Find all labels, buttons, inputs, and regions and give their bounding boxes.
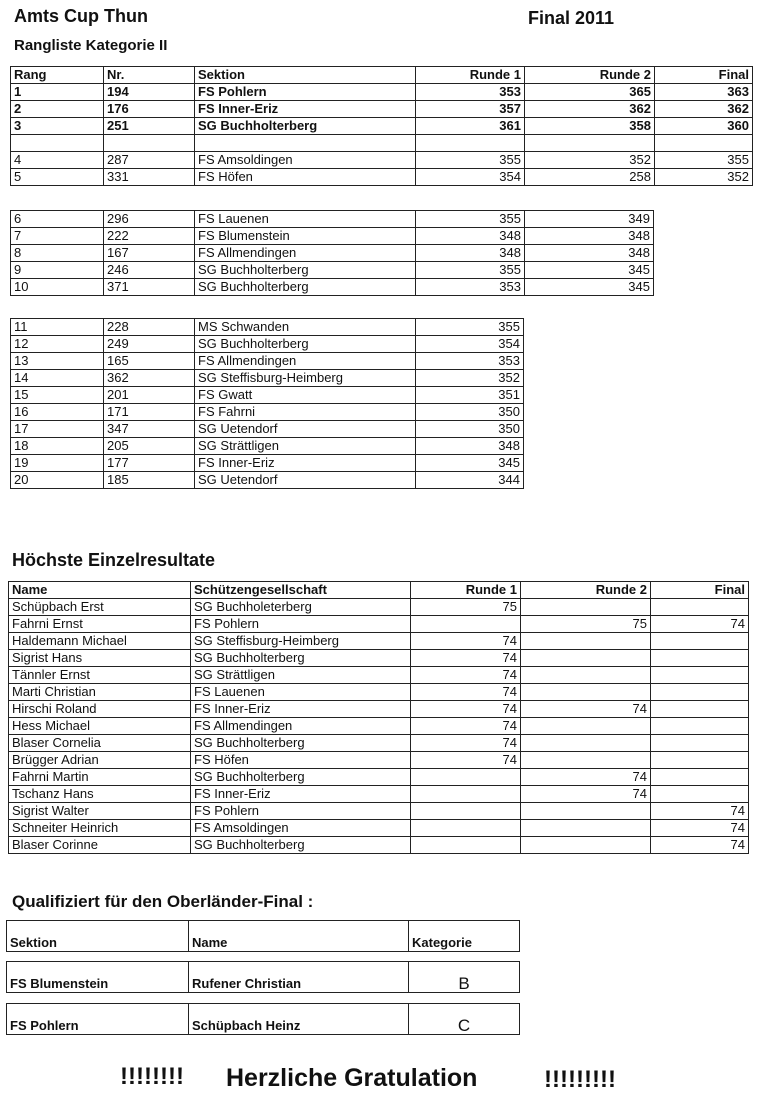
- ranking-table-top: [10, 66, 753, 186]
- nr-cell: 194: [104, 84, 195, 101]
- club-cell: SG Buchholterberg: [191, 650, 411, 667]
- r1-cell: 74: [411, 718, 521, 735]
- sektion-cell: FS Höfen: [195, 169, 416, 186]
- rank-cell: 11: [11, 319, 104, 336]
- final-cell: [651, 684, 749, 701]
- r1-cell: 357: [416, 101, 525, 118]
- final-cell: [651, 769, 749, 786]
- r2-cell: [521, 599, 651, 616]
- rank-cell: 8: [11, 245, 104, 262]
- col-rang: Rang: [11, 67, 104, 84]
- final-cell: [651, 735, 749, 752]
- qualified-header-row: [7, 921, 520, 952]
- r2-cell: [521, 803, 651, 820]
- rank-cell: 4: [11, 152, 104, 169]
- r1-cell: 75: [411, 599, 521, 616]
- table-row: [11, 319, 524, 336]
- nr-cell: 228: [104, 319, 195, 336]
- footer-marks-left: !!!!!!!!: [120, 1063, 184, 1090]
- club-cell: FS Pohlern: [191, 803, 411, 820]
- event-title: Final 2011: [528, 8, 615, 28]
- r1-cell: 74: [411, 684, 521, 701]
- name-cell: Blaser Corinne: [9, 837, 191, 854]
- table-row: [9, 735, 749, 752]
- rank-cell: 17: [11, 421, 104, 438]
- col-runde2: Runde 2: [521, 582, 651, 599]
- name-cell: Sigrist Hans: [9, 650, 191, 667]
- r1-cell: 348: [416, 438, 524, 455]
- table-row: [9, 786, 749, 803]
- rank-cell: 3: [11, 118, 104, 135]
- name-cell: Brügger Adrian: [9, 752, 191, 769]
- individual-table: [8, 581, 749, 854]
- rank-cell: 16: [11, 404, 104, 421]
- col-club: Schützengesellschaft: [191, 582, 411, 599]
- final-cell: 363: [655, 84, 753, 101]
- table-row: [9, 633, 749, 650]
- name-cell: Schüpbach Erst: [9, 599, 191, 616]
- name-cell: Tännler Ernst: [9, 667, 191, 684]
- table-row: [9, 837, 749, 854]
- col-sektion: Sektion: [195, 67, 416, 84]
- club-cell: FS Inner-Eriz: [191, 701, 411, 718]
- club-cell: FS Inner-Eriz: [191, 786, 411, 803]
- r2-cell: 362: [525, 101, 655, 118]
- table-row: [11, 118, 753, 135]
- sektion-cell: SG Strättligen: [195, 438, 416, 455]
- nr-cell: 171: [104, 404, 195, 421]
- nr-cell: 177: [104, 455, 195, 472]
- individual-header-row: [9, 582, 749, 599]
- club-cell: SG Buchholeterberg: [191, 599, 411, 616]
- sektion-cell: SG Buchholterberg: [195, 279, 416, 296]
- individual-title: Höchste Einzelresultate: [12, 550, 216, 570]
- final-cell: 360: [655, 118, 753, 135]
- r1-cell: 353: [416, 279, 525, 296]
- ranking-table-11-20: [10, 318, 524, 489]
- sektion-cell: FS Lauenen: [195, 211, 416, 228]
- sektion-cell: FS Fahrni: [195, 404, 416, 421]
- r1-cell: 74: [411, 650, 521, 667]
- name-cell: Schneiter Heinrich: [9, 820, 191, 837]
- final-cell: 74: [651, 837, 749, 854]
- table-row: [11, 353, 524, 370]
- table-row: [11, 84, 753, 101]
- table-row: [11, 438, 524, 455]
- ranking-table-6-10: [10, 210, 654, 296]
- r1-cell: [411, 769, 521, 786]
- r1-cell: [411, 786, 521, 803]
- nr-cell: 287: [104, 152, 195, 169]
- sektion-cell: FS Allmendingen: [195, 353, 416, 370]
- final-cell: [651, 701, 749, 718]
- final-cell: [651, 599, 749, 616]
- club-cell: SG Steffisburg-Heimberg: [191, 633, 411, 650]
- table-row: [11, 228, 654, 245]
- sektion-cell: FS Inner-Eriz: [195, 101, 416, 118]
- table-row: [11, 211, 654, 228]
- footer-marks-right: !!!!!!!!!: [544, 1066, 616, 1093]
- rank-cell: 7: [11, 228, 104, 245]
- r2-cell: 348: [525, 228, 654, 245]
- r1-cell: 351: [416, 387, 524, 404]
- table-row: [11, 472, 524, 489]
- r1-cell: 74: [411, 701, 521, 718]
- table-row: [11, 152, 753, 169]
- col-runde1: Runde 1: [411, 582, 521, 599]
- r1-cell: 355: [416, 262, 525, 279]
- table-row: [9, 718, 749, 735]
- sektion-cell: FS Amsoldingen: [195, 152, 416, 169]
- table-row: [11, 336, 524, 353]
- r1-cell: [411, 820, 521, 837]
- name-cell: Tschanz Hans: [9, 786, 191, 803]
- nr-cell: 296: [104, 211, 195, 228]
- table-row: [11, 101, 753, 118]
- r2-cell: [521, 667, 651, 684]
- r2-cell: [521, 633, 651, 650]
- r1-cell: 74: [411, 633, 521, 650]
- qualified-title: Qualifiziert für den Oberländer-Final :: [12, 892, 314, 911]
- r1-cell: 354: [416, 336, 524, 353]
- nr-cell: 331: [104, 169, 195, 186]
- club-cell: FS Pohlern: [191, 616, 411, 633]
- rank-cell: 9: [11, 262, 104, 279]
- r1-cell: 354: [416, 169, 525, 186]
- r1-cell: [411, 616, 521, 633]
- rank-cell: 5: [11, 169, 104, 186]
- table-row: [9, 701, 749, 718]
- name-cell: Fahrni Ernst: [9, 616, 191, 633]
- r2-cell: 365: [525, 84, 655, 101]
- table-row: [11, 245, 654, 262]
- r1-cell: 353: [416, 84, 525, 101]
- kategorie-cell: C: [409, 1004, 520, 1035]
- final-cell: [651, 752, 749, 769]
- page-title: Amts Cup Thun: [14, 6, 148, 26]
- name-cell: Rufener Christian: [189, 962, 409, 993]
- table-row: [9, 667, 749, 684]
- sektion-cell: SG Steffisburg-Heimberg: [195, 370, 416, 387]
- rank-cell: 1: [11, 84, 104, 101]
- table-row: [11, 421, 524, 438]
- table-row: [9, 599, 749, 616]
- qualified-header-table: [6, 920, 520, 952]
- r2-cell: [521, 718, 651, 735]
- name-cell: Haldemann Michael: [9, 633, 191, 650]
- nr-cell: 185: [104, 472, 195, 489]
- nr-cell: 347: [104, 421, 195, 438]
- rank-cell: 18: [11, 438, 104, 455]
- r1-cell: 74: [411, 752, 521, 769]
- r2-cell: [521, 837, 651, 854]
- sektion-cell: FS Inner-Eriz: [195, 455, 416, 472]
- nr-cell: 246: [104, 262, 195, 279]
- col-final: Final: [655, 67, 753, 84]
- table-row: [11, 262, 654, 279]
- footer-message: Herzliche Gratulation: [226, 1064, 478, 1092]
- nr-cell: 201: [104, 387, 195, 404]
- kategorie-cell: B: [409, 962, 520, 993]
- r1-cell: 355: [416, 319, 524, 336]
- r2-cell: 345: [525, 279, 654, 296]
- sektion-cell: SG Buchholterberg: [195, 262, 416, 279]
- r1-cell: 348: [416, 245, 525, 262]
- table-row: [9, 752, 749, 769]
- name-cell: Fahrni Martin: [9, 769, 191, 786]
- r1-cell: 344: [416, 472, 524, 489]
- ranking-subtitle: Rangliste Kategorie II: [14, 37, 168, 54]
- final-cell: [651, 786, 749, 803]
- table-row: [9, 820, 749, 837]
- sektion-cell: FS Blumenstein: [195, 228, 416, 245]
- final-cell: 74: [651, 616, 749, 633]
- r2-cell: [521, 650, 651, 667]
- name-cell: Blaser Cornelia: [9, 735, 191, 752]
- name-cell: Hess Michael: [9, 718, 191, 735]
- r2-cell: 75: [521, 616, 651, 633]
- final-cell: 74: [651, 820, 749, 837]
- table-row: [9, 684, 749, 701]
- name-cell: Sigrist Walter: [9, 803, 191, 820]
- sektion-cell: SG Buchholterberg: [195, 118, 416, 135]
- table-row: [11, 279, 654, 296]
- club-cell: SG Strättligen: [191, 667, 411, 684]
- col-nr: Nr.: [104, 67, 195, 84]
- sektion-cell: SG Uetendorf: [195, 472, 416, 489]
- name-cell: Marti Christian: [9, 684, 191, 701]
- r2-cell: 74: [521, 769, 651, 786]
- final-cell: [651, 718, 749, 735]
- r2-cell: 74: [521, 786, 651, 803]
- r2-cell: [521, 820, 651, 837]
- r2-cell: 348: [525, 245, 654, 262]
- rank-cell: 12: [11, 336, 104, 353]
- rank-cell: 15: [11, 387, 104, 404]
- club-cell: FS Amsoldingen: [191, 820, 411, 837]
- club-cell: SG Buchholterberg: [191, 837, 411, 854]
- r1-cell: 352: [416, 370, 524, 387]
- col-name: Name: [9, 582, 191, 599]
- rank-cell: 10: [11, 279, 104, 296]
- final-cell: [651, 650, 749, 667]
- spacer-row: [11, 135, 753, 152]
- r1-cell: 74: [411, 735, 521, 752]
- r1-cell: 353: [416, 353, 524, 370]
- rank-cell: 14: [11, 370, 104, 387]
- final-cell: 355: [655, 152, 753, 169]
- rank-cell: 19: [11, 455, 104, 472]
- col-runde2: Runde 2: [525, 67, 655, 84]
- table-row: [11, 455, 524, 472]
- r2-cell: 358: [525, 118, 655, 135]
- sektion-cell: SG Buchholterberg: [195, 336, 416, 353]
- nr-cell: 371: [104, 279, 195, 296]
- table-row: [7, 1004, 520, 1035]
- nr-cell: 251: [104, 118, 195, 135]
- r1-cell: 361: [416, 118, 525, 135]
- nr-cell: 205: [104, 438, 195, 455]
- qualified-row-table: [6, 961, 520, 993]
- rank-cell: 2: [11, 101, 104, 118]
- sektion-cell: FS Pohlern: [195, 84, 416, 101]
- col-runde1: Runde 1: [416, 67, 525, 84]
- table-row: [11, 387, 524, 404]
- r2-cell: 345: [525, 262, 654, 279]
- nr-cell: 167: [104, 245, 195, 262]
- nr-cell: 222: [104, 228, 195, 245]
- col-name: Name: [189, 921, 409, 952]
- r1-cell: 74: [411, 667, 521, 684]
- club-cell: FS Höfen: [191, 752, 411, 769]
- club-cell: SG Buchholterberg: [191, 735, 411, 752]
- sektion-cell: FS Blumenstein: [7, 962, 189, 993]
- table-row: [9, 616, 749, 633]
- r1-cell: 345: [416, 455, 524, 472]
- table-row: [9, 650, 749, 667]
- nr-cell: 165: [104, 353, 195, 370]
- ranking-header-row: [11, 67, 753, 84]
- final-cell: 74: [651, 803, 749, 820]
- r1-cell: 350: [416, 421, 524, 438]
- col-kategorie: Kategorie: [409, 921, 520, 952]
- table-row: [9, 769, 749, 786]
- sektion-cell: MS Schwanden: [195, 319, 416, 336]
- nr-cell: 176: [104, 101, 195, 118]
- final-cell: [651, 633, 749, 650]
- r1-cell: 350: [416, 404, 524, 421]
- club-cell: FS Lauenen: [191, 684, 411, 701]
- col-final: Final: [651, 582, 749, 599]
- name-cell: Hirschi Roland: [9, 701, 191, 718]
- table-row: [9, 803, 749, 820]
- final-cell: 362: [655, 101, 753, 118]
- table-row: [7, 962, 520, 993]
- table-row: [11, 404, 524, 421]
- rank-cell: 20: [11, 472, 104, 489]
- sektion-cell: SG Uetendorf: [195, 421, 416, 438]
- nr-cell: 249: [104, 336, 195, 353]
- r1-cell: [411, 837, 521, 854]
- sektion-cell: FS Gwatt: [195, 387, 416, 404]
- r2-cell: [521, 735, 651, 752]
- r1-cell: [411, 803, 521, 820]
- r2-cell: [521, 752, 651, 769]
- r2-cell: 349: [525, 211, 654, 228]
- sektion-cell: FS Pohlern: [7, 1004, 189, 1035]
- rank-cell: 13: [11, 353, 104, 370]
- name-cell: Schüpbach Heinz: [189, 1004, 409, 1035]
- r2-cell: 352: [525, 152, 655, 169]
- r1-cell: 355: [416, 152, 525, 169]
- col-sektion: Sektion: [7, 921, 189, 952]
- r2-cell: 74: [521, 701, 651, 718]
- sektion-cell: FS Allmendingen: [195, 245, 416, 262]
- table-row: [11, 370, 524, 387]
- club-cell: SG Buchholterberg: [191, 769, 411, 786]
- club-cell: FS Allmendingen: [191, 718, 411, 735]
- r2-cell: 258: [525, 169, 655, 186]
- table-row: [11, 169, 753, 186]
- rank-cell: 6: [11, 211, 104, 228]
- r1-cell: 348: [416, 228, 525, 245]
- nr-cell: 362: [104, 370, 195, 387]
- r1-cell: 355: [416, 211, 525, 228]
- final-cell: [651, 667, 749, 684]
- qualified-row-table: [6, 1003, 520, 1035]
- r2-cell: [521, 684, 651, 701]
- final-cell: 352: [655, 169, 753, 186]
